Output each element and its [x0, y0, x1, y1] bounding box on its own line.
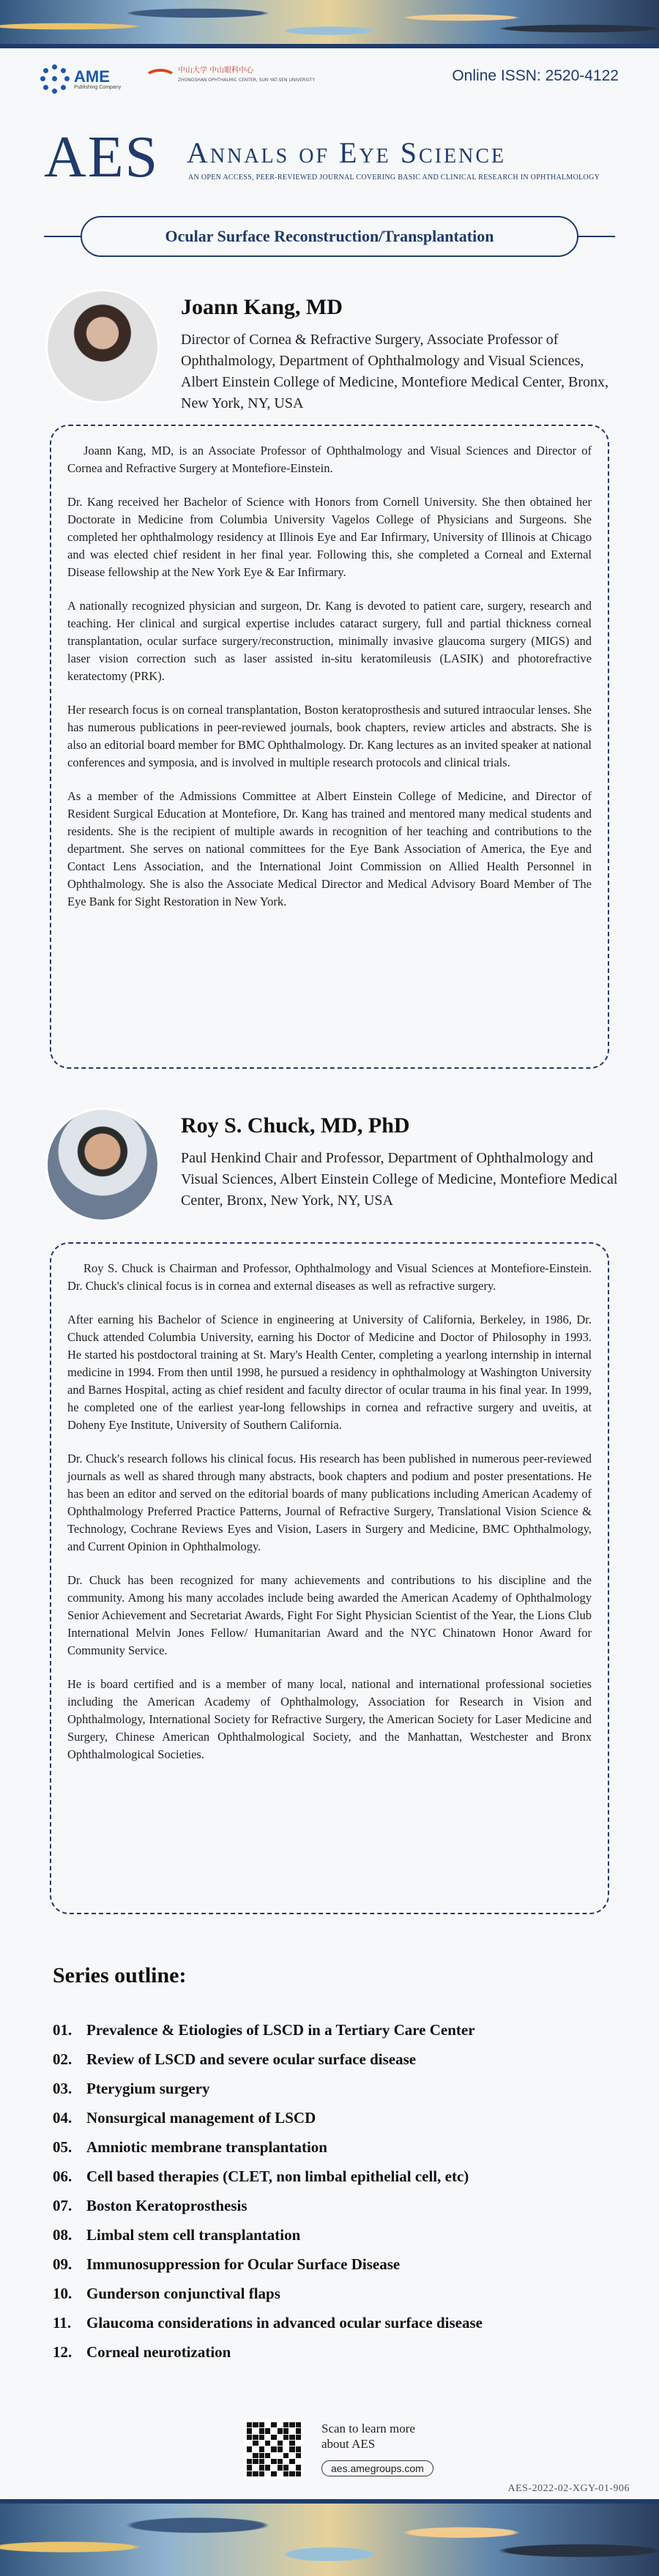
editor-name: Roy S. Chuck, MD, PhD	[181, 1113, 410, 1138]
series-title: Ocular Surface Reconstruction/Transplantation	[81, 216, 578, 257]
bio-paragraph: Dr. Chuck's research follows his clinical focus. His research has been published in numerous peer-reviewed journals as well as shared through many abstracts, book chapters and podium and poster presentations. He has been an editor and served on the editorial boards of many publications including American Academy of Ophthalmology Preferred Practice Patterns, Journal of Refractive Surgery, Translational Vision Science & Technology, Cochrane Reviews Eyes and Vision, Lasers in Surgery and Medicine, BMC Ophthalmology, and Current Opinion in Ophthalmology.	[67, 1452, 592, 1553]
bio-paragraph: As a member of the Admissions Committee at Albert Einstein College of Medicine, and Director of Resident Surgical Education at Montefiore, Dr. Kang has trained and mentored many medical students and residents. She is the recipient of multiple awards in recognition of her teaching and contributions to the department. She serves on national committees for the Eye Bank Association of America, the Eye and Contact Lens Association, and the International Joint Commission on Allied Health Personnel in Ophthalmology. She is also the Associate Medical Director and Medical Advisory Board Member of The Eye Bank for Sight Restoration in New York.	[67, 789, 592, 908]
outline-item: 06. Cell based therapies (CLET, non limbal epithelial cell, etc)	[53, 2168, 469, 2185]
bio-paragraph: He is board certified and is a member of many local, national and international professional societies including the American Academy of Ophthalmology, Association for Research in Vision and Ophthalmology, International Society for Refractive Surgery, the American Society for Laser Medicine and Surgery, Chinese American Ophthalmological Society, and the Manhattan, Westchester and Bronx Ophthalmological Societies.	[67, 1677, 592, 1761]
outline-title: Series outline:	[53, 1963, 187, 1987]
outline-item: 02. Review of LSCD and severe ocular surface disease	[53, 2050, 417, 2068]
bio-box-kang	[50, 425, 609, 1069]
journal-title: Annals of Eye Science	[187, 136, 507, 169]
editor-affiliation: Paul Henkind Chair and Professor, Department of Ophthalmology and Visual Sciences, Albert Einstein College of Medicine, Montefiore Medical Center, Bronx, New York, NY, USA	[181, 1150, 618, 1209]
ame-logo-subtext: Publishing Company	[74, 84, 122, 90]
bio-paragraph: Her research focus is on corneal transplantation, Boston keratoprosthesis and sutured intraocular lenses. She has numerous publications in peer-reviewed journals, book chapters, review articles and abstracts. She is also an editorial board member for BMC Ophthalmology. Dr. Kang lectures as an invited speaker at national conferences and symposia, and is involved in multiple research protocols and clinical trials.	[67, 703, 592, 769]
ame-logo	[40, 64, 121, 94]
journal-subtitle: AN OPEN ACCESS, PEER-REVIEWED JOURNAL COVERING BASIC AND CLINICAL RESEARCH IN OPHTHALMOLOGY	[188, 173, 600, 182]
outline-item: 08. Limbal stem cell transplantation	[53, 2226, 301, 2244]
editor-chuck	[48, 1110, 619, 1220]
bio-paragraph: A nationally recognized physician and surgeon, Dr. Kang is devoted to patient care, surgery, research and teaching. Her clinical and surgical expertise includes cataract surgery, full and partial thickness corneal transplantation, ocular surface surgery/reconstruction, minimally invasive glaucoma surgery (MIGS) and laser vision correction such as laser assisted in-situ keratomileusis (LASIK) and photorefractive keratectomy (PRK).	[67, 599, 592, 683]
bio-paragraph: Roy S. Chuck is Chairman and Professor, Ophthalmology and Visual Sciences at Montefiore-Einstein. Dr. Chuck's clinical focus is in cornea and external diseases as well as refractive surgery.	[67, 1261, 592, 1293]
bio-paragraph: Dr. Chuck has been recognized for many achievements and contributions to his discipline and the community. Among his many accolades include being awarded the American Academy of Ophthalmology Senior Achievement and Secretariat Awards, Fight For Sight Physician Scientist of the Year, the Lions Club International Melvin Jones Fellow/ Humanitarian Award and the NYC Chinatown Honor Award for Community Service.	[67, 1573, 592, 1657]
header-painting-banner	[0, 0, 659, 44]
publisher-header	[40, 59, 619, 102]
header-rule	[0, 44, 659, 48]
outline-item: 05. Amniotic membrane transplantation	[53, 2138, 327, 2156]
series-banner	[44, 216, 615, 257]
ame-logo-icon	[40, 64, 70, 94]
sysu-logo-icon	[143, 64, 174, 86]
journal-masthead	[44, 125, 622, 190]
outline-item: 03. Pterygium surgery	[53, 2080, 210, 2097]
outline-item: 09. Immunosuppression for Ocular Surface Disease	[53, 2255, 401, 2273]
qr-code-icon[interactable]	[244, 2419, 304, 2479]
issn: Online ISSN: 2520-4122	[452, 67, 619, 84]
editor-kang	[48, 291, 619, 411]
outline-item: 11. Glaucoma considerations in advanced ocular surface disease	[53, 2314, 483, 2332]
avatar-chuck	[48, 1110, 157, 1220]
bio-paragraph: After earning his Bachelor of Science in engineering at University of California, Berkeley, in 1986, Dr. Chuck attended Columbia University, earning his Doctor of Medicine and Doctor of Philosophy in 1993. He started his postdoctoral training at St. Mary's Health Center, completing a yearlong internship in internal medicine in 1994. From then until 1998, he pursued a residency in ophthalmology at Washington University and Barnes Hospital, acting as chief resident and faculty director of ocular trauma in his final year. In 1999, he completed one of the earliest year-long fellowships in cornea and refractive surgery and uveitis, at Doheny Eye Institute, University of Southern California.	[67, 1313, 592, 1432]
sysu-logo-cn: 中山大学 中山眼科中心	[178, 67, 254, 75]
bio-paragraph: Joann Kang, MD, is an Associate Professor of Ophthalmology and Visual Sciences and Director of Cornea and Refractive Surgery at Montefiore-Einstein.	[67, 444, 592, 475]
outline-item: 01. Prevalence & Etiologies of LSCD in a Tertiary Care Center	[53, 2021, 475, 2039]
bio-box-chuck	[50, 1242, 609, 1914]
scan-text: Scan to learn more about AES	[321, 2422, 415, 2451]
document-code: AES-2022-02-XGY-01-906	[507, 2483, 630, 2494]
ame-logo-text: AME	[74, 67, 110, 86]
outline-list	[53, 2015, 609, 2367]
sysu-logo	[143, 64, 315, 86]
qr-promo	[244, 2419, 463, 2482]
editor-affiliation: Director of Cornea & Refractive Surgery, Associate Professor of Ophthalmology, Department of Ophthalmology and Visual Sciences, Albert Einstein College of Medicine, Montefiore Medical Center, Bronx, New York, NY, USA	[181, 332, 609, 411]
outline-item: 04. Nonsurgical management of LSCD	[53, 2109, 316, 2127]
bio-paragraph: Dr. Kang received her Bachelor of Science with Honors from Cornell University. She then obtained her Doctorate in Medicine from Columbia University Vagelos College of Physicians and Surgeons. She completed her ophthalmology residency at Illinois Eye and Ear Infirmary, University of Illinois at Chicago and was elected chief resident in her final year. Following this, she completed a Corneal and External Disease fellowship at the New York Eye & Ear Infirmary.	[67, 495, 592, 579]
outline-item: 10. Gunderson conjunctival flaps	[53, 2285, 280, 2302]
aes-url-link[interactable]: aes.amegroups.com	[321, 2460, 433, 2476]
footer-painting-banner	[0, 2504, 659, 2576]
editor-name: Joann Kang, MD	[181, 295, 343, 319]
outline-item: 12. Corneal neurotization	[53, 2343, 231, 2361]
sysu-logo-en: ZHONGSHAN OPHTHALMIC CENTER, SUN YAT-SEN UNIVERSITY	[178, 78, 316, 83]
avatar-kang	[48, 291, 157, 401]
journal-abbr: AES	[44, 125, 160, 190]
outline-item: 07. Boston Keratoprosthesis	[53, 2197, 247, 2214]
